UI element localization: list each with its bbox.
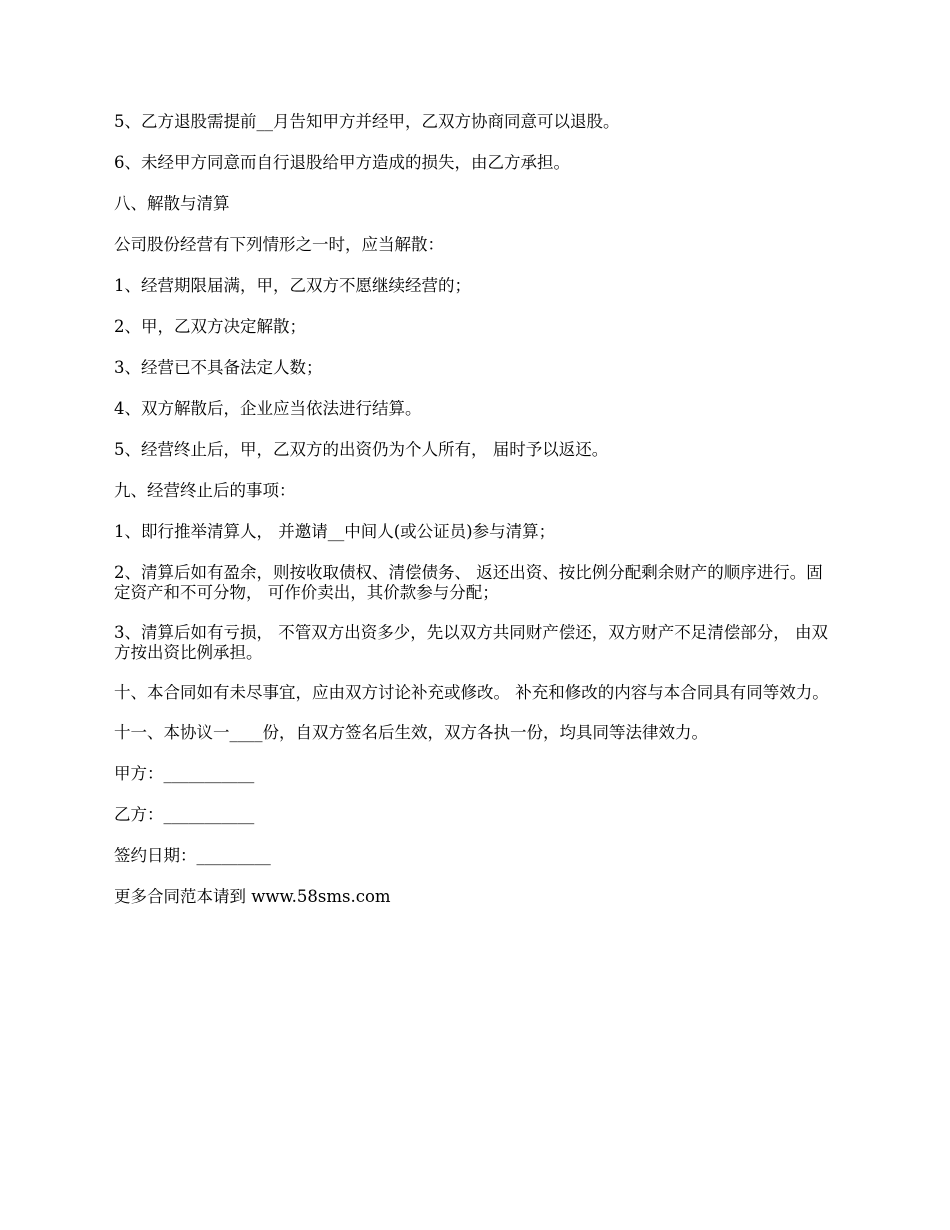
section-heading-supplement: 十、本合同如有未尽事宜，应由双方讨论补充或修改。 补充和修改的内容与本合同具有同等效力。 [114, 683, 829, 702]
dissolution-item-5: 5、经营终止后，甲，乙双方的出资仍为个人所有， 届时予以返还。 [114, 440, 609, 459]
dissolution-item-1: 1、经营期限届满，甲，乙双方不愿继续经营的； [114, 276, 471, 295]
section-heading-post-termination: 九、经营终止后的事项： [114, 481, 296, 500]
document-page [114, 112, 838, 928]
dissolution-item-3: 3、经营已不具备法定人数； [114, 358, 323, 377]
post-termination-item-1: 1、即行推举清算人， 并邀请__中间人(或公证员)参与清算； [114, 522, 556, 541]
dissolution-intro: 公司股份经营有下列情形之一时，应当解散： [114, 235, 444, 254]
signature-party-b: 乙方：___________ [114, 805, 255, 824]
signature-date: 签约日期：_________ [114, 846, 271, 865]
clause-withdrawal-loss: 6、未经甲方同意而自行退股给甲方造成的损失，由乙方承担。 [114, 153, 570, 172]
post-termination-item-2: 2、清算后如有盈余，则按收取债权、清偿债务、 返还出资、按比例分配剩余财产的顺序进行。固定资产和不可分物， 可作价卖出，其价款参与分配； [114, 563, 823, 602]
post-termination-item-3: 3、清算后如有亏损， 不管双方出资多少，先以双方共同财产偿还，双方财产不足清偿部分， 由双方按出资比例承担。 [114, 623, 828, 662]
clause-withdrawal-notice: 5、乙方退股需提前__月告知甲方并经甲，乙双方协商同意可以退股。 [114, 112, 620, 131]
section-heading-copies: 十一、本协议一____份，自双方签名后生效，双方各执一份，均具同等法律效力。 [114, 723, 708, 742]
dissolution-item-4: 4、双方解散后，企业应当依法进行结算。 [114, 399, 422, 418]
footer-more-templates: 更多合同范本请到 www.58sms.com [114, 887, 391, 906]
signature-party-a: 甲方：___________ [114, 764, 255, 783]
section-heading-dissolution: 八、解散与清算 [114, 194, 230, 213]
dissolution-item-2: 2、甲，乙双方决定解散； [114, 317, 306, 336]
